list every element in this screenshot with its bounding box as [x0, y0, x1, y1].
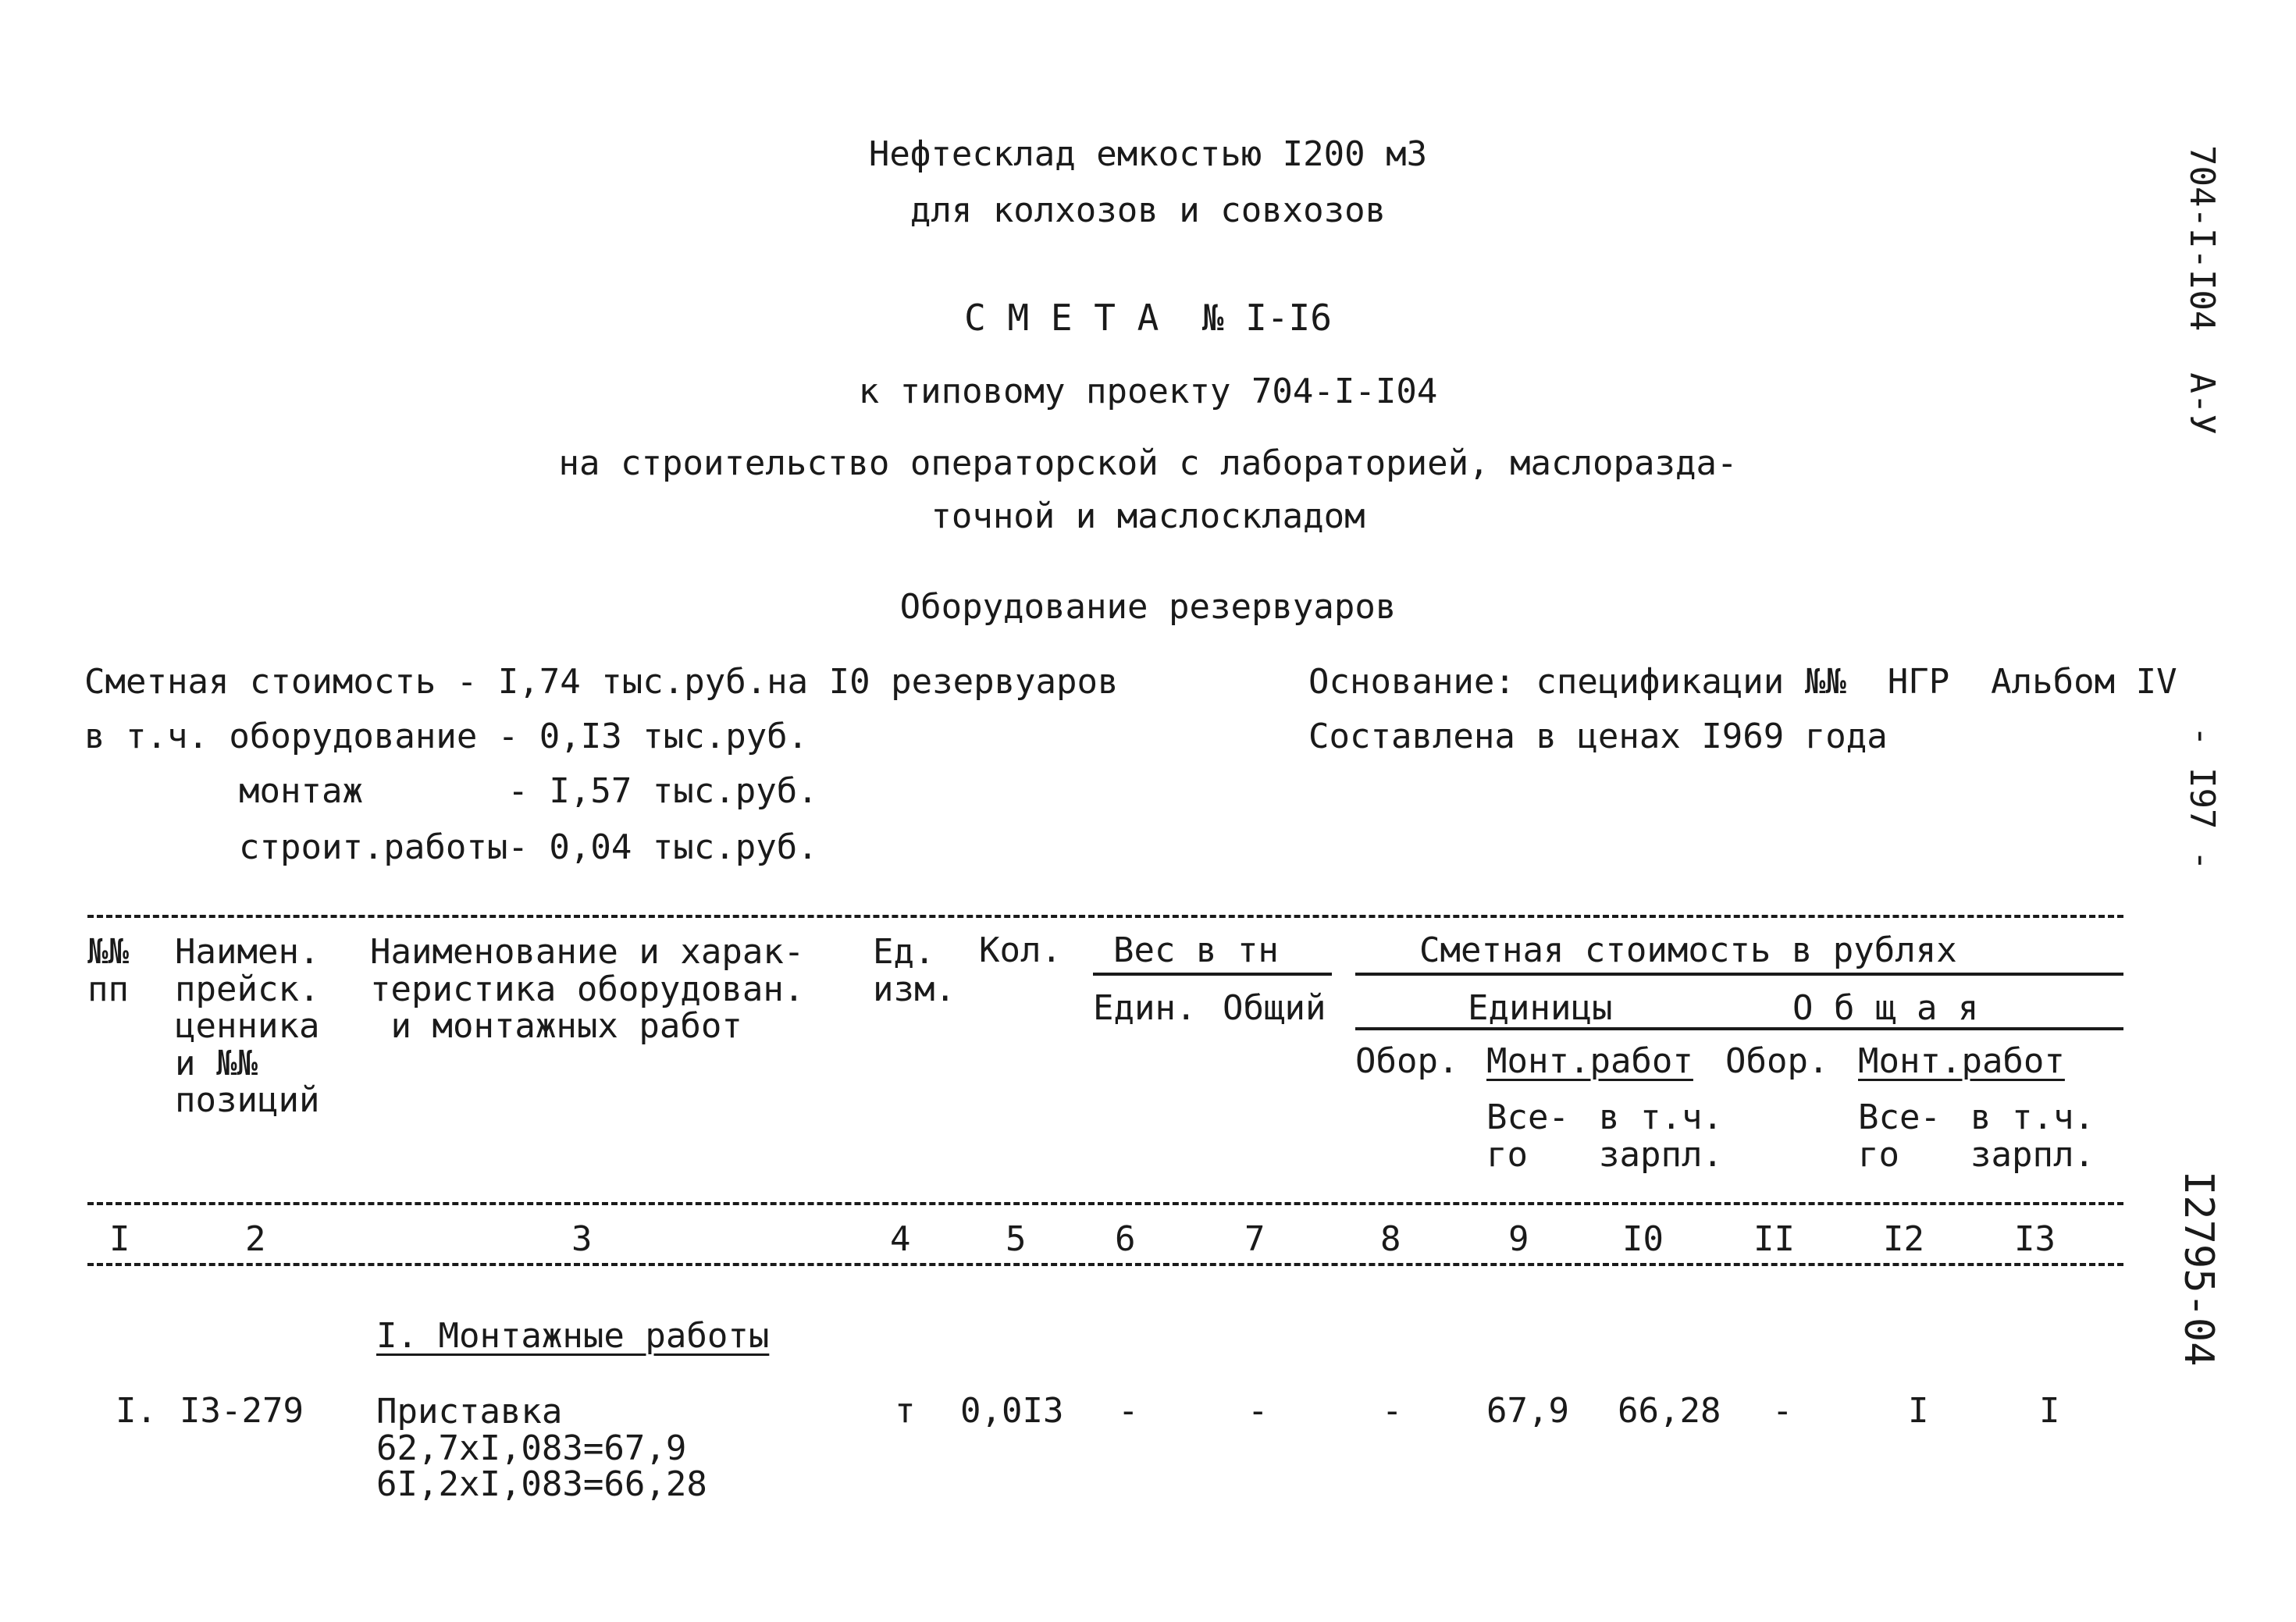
side-document-number: I2795-04 — [2175, 1171, 2222, 1367]
header-unit-all: Все- го — [1486, 1097, 1569, 1176]
header-work-name: Наименование и харак- теристика оборудован. и монтажных работ — [370, 932, 805, 1047]
group-rule — [1355, 1027, 2123, 1030]
header-total-group: О б щ а я — [1792, 988, 1979, 1028]
header-unit-wages: в т.ч. зарпл. — [1599, 1097, 1723, 1176]
column-number-12: I2 — [1883, 1219, 1924, 1259]
side-page-number: - I97 - — [2182, 726, 2222, 871]
column-number-8: 8 — [1380, 1219, 1401, 1259]
header-unit-installation: Монт.работ — [1486, 1041, 1693, 1081]
column-number-4: 4 — [890, 1219, 911, 1259]
row-number: I. — [116, 1391, 157, 1431]
header-total-wages: в т.ч. зарпл. — [1970, 1097, 2095, 1176]
header-unit: Ед. изм. — [873, 932, 956, 1009]
row-quantity: 0,0I3 — [960, 1391, 1064, 1431]
side-code: 704-I-I04 А-У — [2182, 145, 2222, 435]
section-heading: Оборудование резервуаров — [899, 587, 1397, 627]
header-unit-equipment: Обор. — [1355, 1041, 1459, 1081]
header-cost: Сметная стоимость в рублях — [1419, 930, 1957, 970]
header-weight-unit: Един. — [1093, 988, 1197, 1028]
document-title: Нефтесклад емкостью I200 м3 — [868, 134, 1428, 174]
row-total-installation-wages: I — [2039, 1391, 2060, 1431]
row-unit-installation-wages: 66,28 — [1618, 1391, 1721, 1431]
price-year-text: Составлена в ценах I969 года — [1308, 717, 1888, 756]
header-weight: Вес в тн — [1113, 930, 1279, 970]
column-number-3: 3 — [571, 1219, 593, 1259]
column-number-1: I — [109, 1219, 130, 1259]
column-number-2: 2 — [245, 1219, 266, 1259]
weight-rule — [1093, 973, 1332, 976]
header-total-all: Все- го — [1858, 1097, 1941, 1176]
column-number-10: I0 — [1622, 1219, 1664, 1259]
smeta-number: С М Е Т А № I-I6 — [964, 297, 1332, 339]
column-number-7: 7 — [1244, 1219, 1265, 1259]
summary-total: Сметная стоимость - I,74 тыс.руб.на I0 резервуаров — [84, 662, 1119, 702]
purpose-line-2: точной и маслоскладом — [931, 496, 1365, 536]
row-unit-equipment: - — [1382, 1391, 1403, 1431]
row-weight-unit: - — [1118, 1391, 1139, 1431]
summary-installation: монтаж - I,57 тыс.руб. — [239, 771, 818, 811]
header-price-code: Наимен. прейск. ценника и №№ позиций — [175, 932, 320, 1121]
row-work-name: Приставка 62,7хI,083=67,9 6I,2хI,083=66,28 — [376, 1392, 707, 1505]
header-total-installation: Монт.работ — [1858, 1041, 2065, 1081]
summary-construction: строит.работы- 0,04 тыс.руб. — [239, 827, 818, 867]
row-unit-installation-all: 67,9 — [1486, 1391, 1569, 1431]
project-reference: к типовому проекту 704-I-I04 — [858, 372, 1438, 411]
column-number-6: 6 — [1115, 1219, 1136, 1259]
column-number-9: 9 — [1508, 1219, 1529, 1259]
column-number-11: II — [1753, 1219, 1795, 1259]
header-quantity: Кол. — [979, 930, 1062, 970]
table-top-rule — [87, 915, 2123, 918]
purpose-line-1: на строительство операторской с лабораторией, маслоразда- — [558, 443, 1738, 483]
summary-equipment: в т.ч. оборудование - 0,I3 тыс.руб. — [84, 717, 809, 756]
header-weight-total: Общий — [1223, 988, 1326, 1028]
header-total-equipment: Обор. — [1725, 1041, 1829, 1081]
row-unit: т — [895, 1391, 916, 1431]
column-number-rule — [87, 1263, 2123, 1266]
cost-rule — [1355, 973, 2123, 976]
document-subtitle: для колхозов и совхозов — [910, 190, 1386, 230]
column-number-5: 5 — [1006, 1219, 1027, 1259]
section-title: I. Монтажные работы — [376, 1316, 770, 1356]
row-weight-total: - — [1248, 1391, 1269, 1431]
header-row-number: №№ пп — [87, 932, 129, 1009]
row-total-installation-all: I — [1908, 1391, 1929, 1431]
header-bottom-rule — [87, 1202, 2123, 1205]
row-total-equipment: - — [1772, 1391, 1793, 1431]
row-price-code: I3-279 — [180, 1391, 304, 1431]
column-number-13: I3 — [2014, 1219, 2056, 1259]
basis-text: Основание: спецификации №№ НГР Альбом IV — [1308, 662, 2177, 702]
header-unit-group: Единицы — [1468, 988, 1613, 1028]
